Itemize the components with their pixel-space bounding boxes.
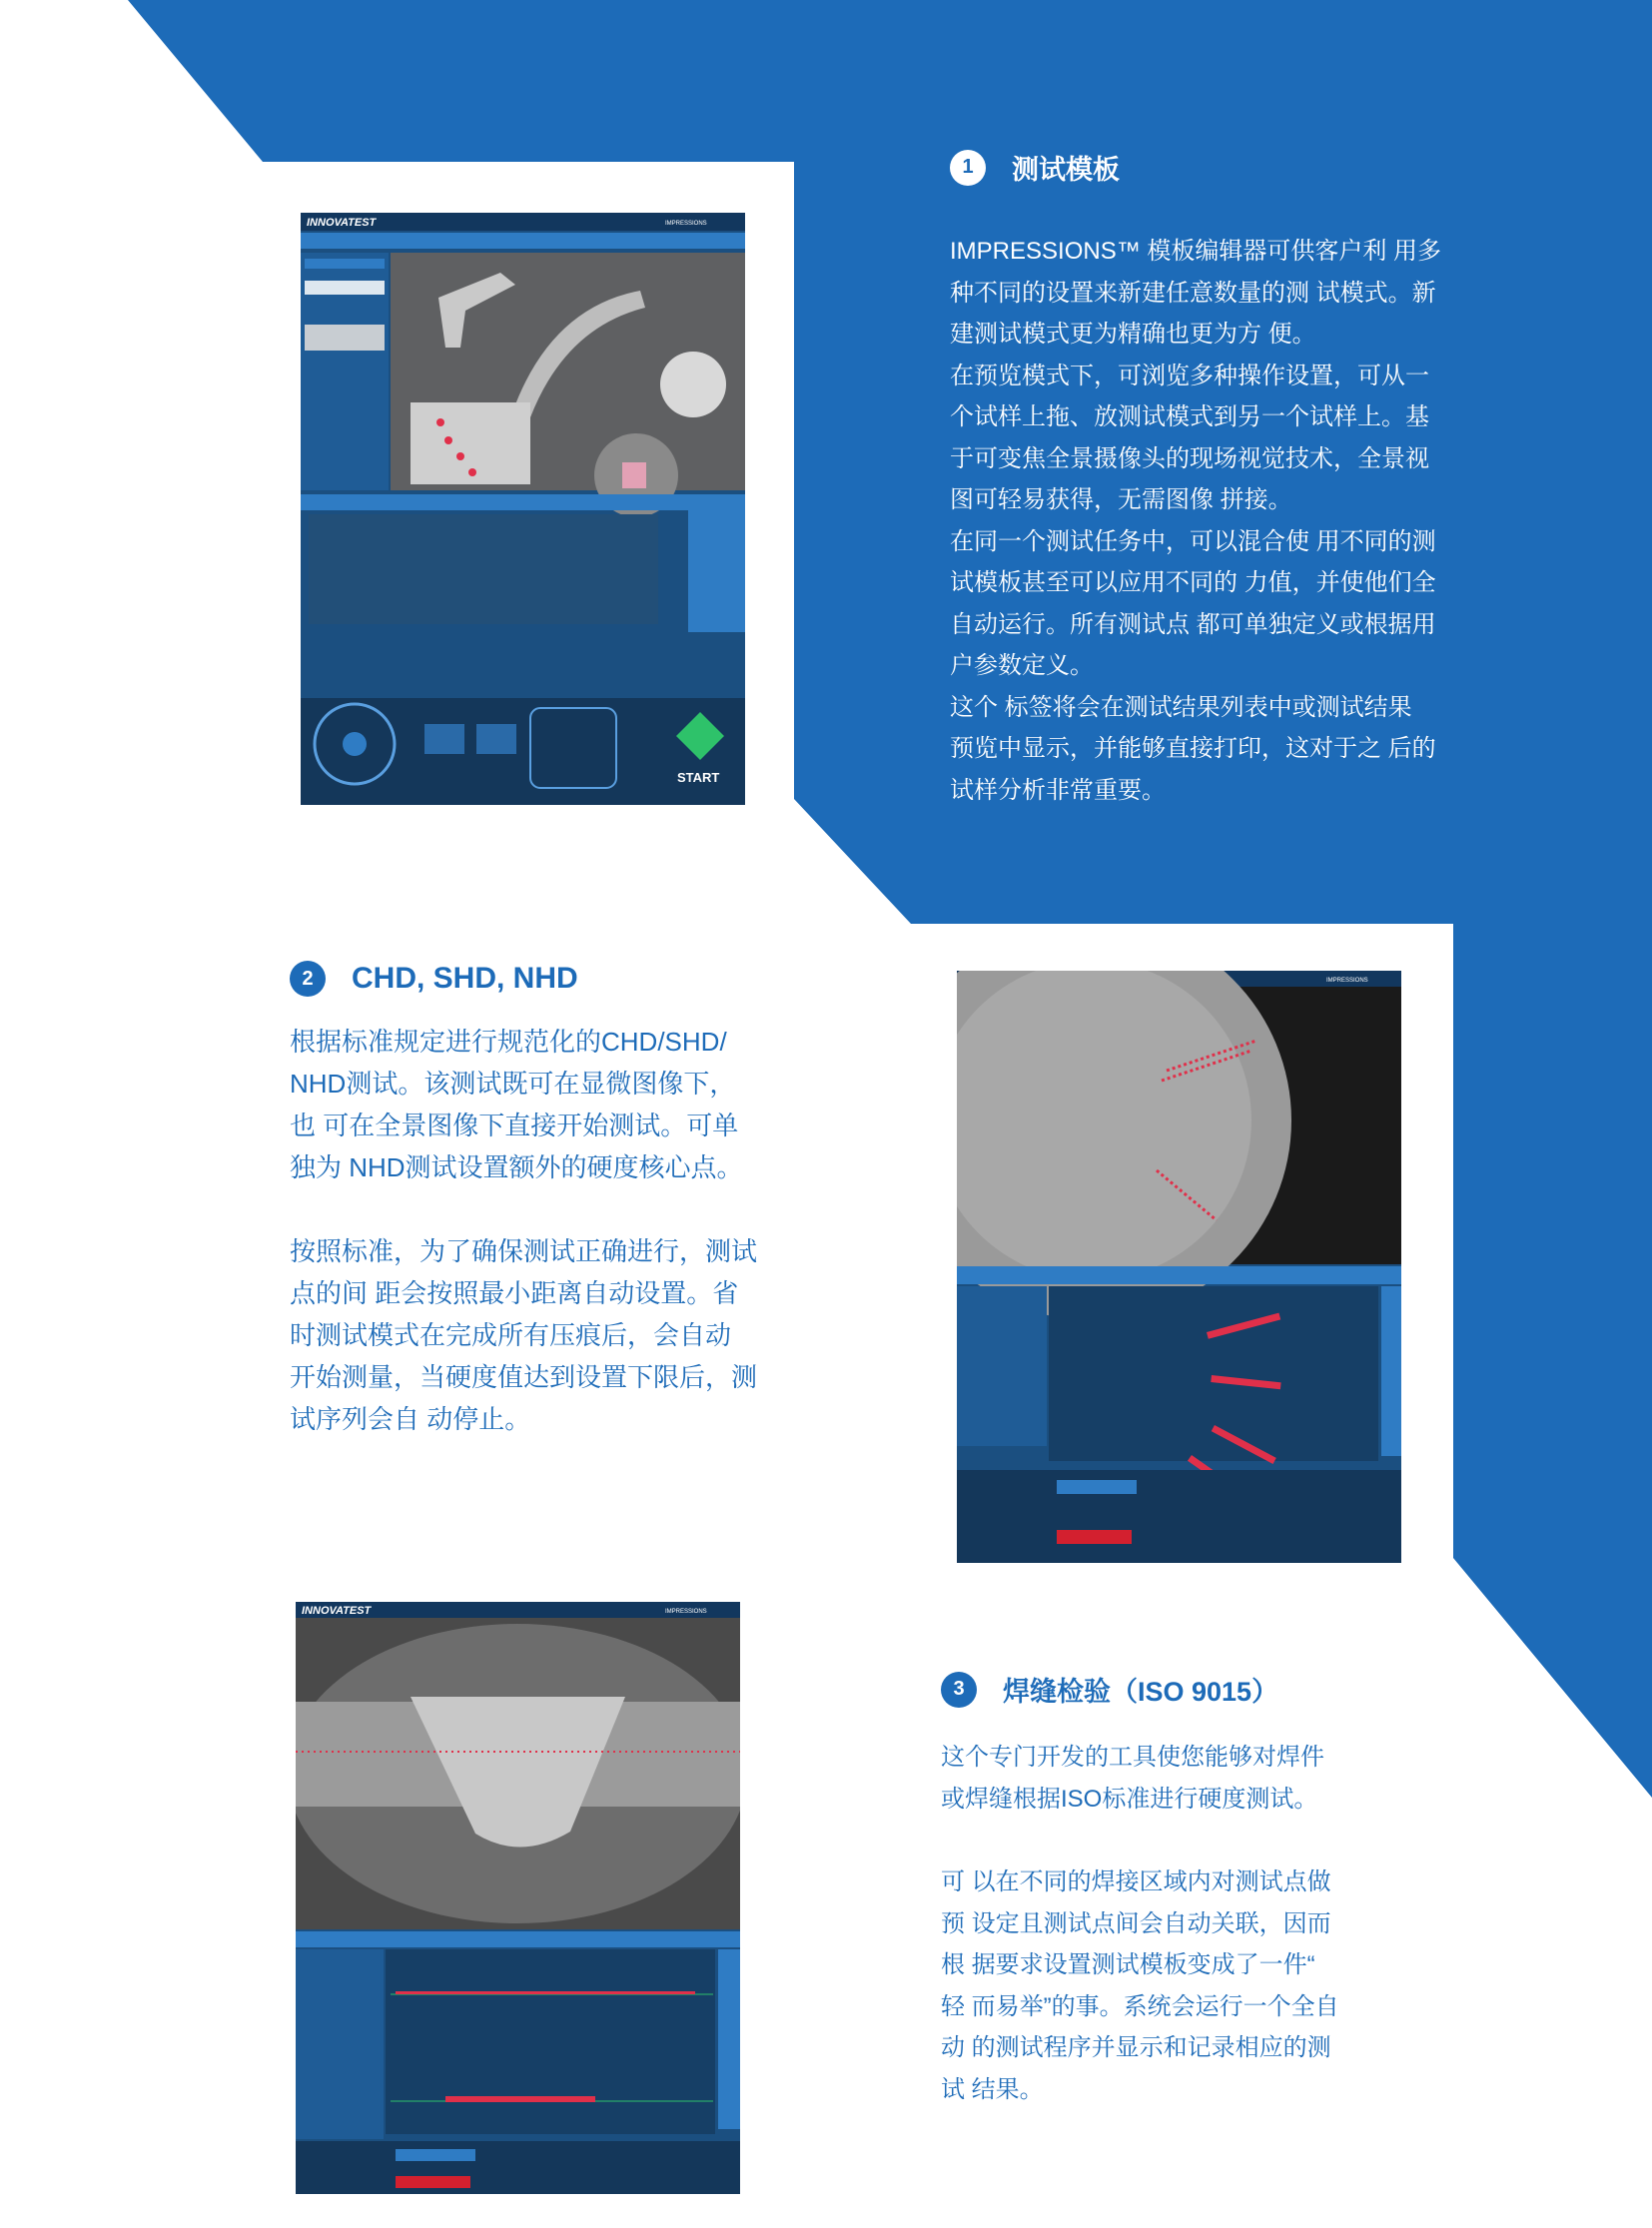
- body-line: 点的间 距会按照最小距离自动设置。省: [290, 1278, 739, 1308]
- section-body-1: [941, 1737, 1440, 1820]
- body-line: 在同一个测试任务中，可以混合使 用不同的测: [950, 527, 1436, 555]
- body-line: 时测试模式在完成所有压痕后，会自动: [290, 1320, 732, 1350]
- section-heading: [941, 1670, 1440, 1709]
- body-line: 预 设定且测试点间会自动关联，因而: [941, 1909, 1331, 1937]
- body-line: IMPRESSIONS™ 模板编辑器可供客户利 用多: [950, 238, 1442, 265]
- section-body-2: [941, 1861, 1440, 2110]
- body-line: 根据标准规定进行规范化的CHD/SHD/: [290, 1027, 727, 1057]
- section-number-badge: 1: [950, 150, 986, 186]
- body-line: 也 可在全景图像下直接开始测试。可单: [290, 1111, 739, 1140]
- brand-text: IMPRESSIONS: [665, 1609, 707, 1615]
- body-line: 或焊缝根据ISO标准进行硬度测试。: [941, 1785, 1318, 1813]
- sample-shape-gear: [660, 352, 726, 417]
- body-line: 这个专门开发的工具使您能够对焊件: [941, 1744, 1324, 1771]
- body-line: 动 的测试程序并显示和记录相应的测: [941, 2034, 1331, 2061]
- section-heading: [290, 961, 789, 997]
- app-logo: INNOVATEST: [302, 1605, 372, 1617]
- body-line: 种不同的设置来新建任意数量的测 试模式。新: [950, 279, 1436, 307]
- section-heading: [950, 148, 1449, 187]
- section-body-2: [290, 1230, 789, 1440]
- screenshot-chd-view: [957, 971, 1401, 1563]
- section-title: 焊缝检验（ISO 9015）: [1003, 1677, 1279, 1707]
- body-line: 图可轻易获得，无需图像 拼接。: [950, 486, 1292, 513]
- body-line: 开始测量，当硬度值达到设置下限后，测: [290, 1362, 758, 1392]
- body-line: 根 据要求设置测试模板变成了一件“: [941, 1951, 1315, 1978]
- body-line: 自动运行。所有测试点 都可单独定义或根据用: [950, 610, 1436, 638]
- section-body-1: [290, 1021, 789, 1188]
- section-weld-inspection: [941, 1670, 1440, 2110]
- section-title: 测试模板: [1012, 155, 1120, 185]
- section-number-badge: 3: [941, 1672, 977, 1708]
- brand-text: IMPRESSIONS: [665, 221, 707, 227]
- section-body: [950, 231, 1449, 811]
- body-line: 预览中显示，并能够直接打印，这对于之 后的: [950, 735, 1436, 762]
- body-line: 户参数定义。: [950, 652, 1094, 679]
- body-line: 按照标准，为了确保测试正确进行，测试: [290, 1236, 758, 1266]
- body-line: 轻 而易举”的事。系统会运行一个全自: [941, 1992, 1339, 2020]
- section-test-templates: [950, 148, 1449, 811]
- body-line: 试模板甚至可以应用不同的 力值，并使他们全: [950, 569, 1436, 596]
- screenshot-weld-view: [296, 1602, 740, 2194]
- body-line: 独为 NHD测试设置额外的硬度核心点。: [290, 1152, 743, 1182]
- body-line: 建测试模式更为精确也更为方 便。: [950, 321, 1316, 348]
- section-title: CHD, SHD, NHD: [352, 962, 578, 995]
- body-line: 于可变焦全景摄像头的现场视觉技术，全景视: [950, 444, 1429, 472]
- start-label: START: [677, 770, 720, 785]
- brand-text: IMPRESSIONS: [1326, 978, 1368, 984]
- right-blue-strip: [1453, 924, 1652, 1798]
- body-line: 在预览模式下，可浏览多种操作设置，可从一: [950, 362, 1429, 389]
- screenshot-template-editor: [301, 213, 745, 805]
- body-line: 试 结果。: [941, 2075, 1044, 2103]
- body-line: 可 以在不同的焊接区域内对测试点做: [941, 1868, 1331, 1895]
- body-line: 试序列会自 动停止。: [290, 1404, 531, 1434]
- body-line: NHD测试。该测试既可在显微图像下，: [290, 1069, 736, 1099]
- body-line: 个试样上拖、放测试模式到另一个试样上。基: [950, 403, 1429, 430]
- body-line: 试样分析非常重要。: [950, 776, 1166, 804]
- section-chd-shd-nhd: [290, 961, 789, 1440]
- app-logo: INNOVATEST: [307, 217, 377, 229]
- body-line: 这个 标签将会在测试结果列表中或测试结果: [950, 693, 1412, 721]
- section-number-badge: 2: [290, 961, 326, 997]
